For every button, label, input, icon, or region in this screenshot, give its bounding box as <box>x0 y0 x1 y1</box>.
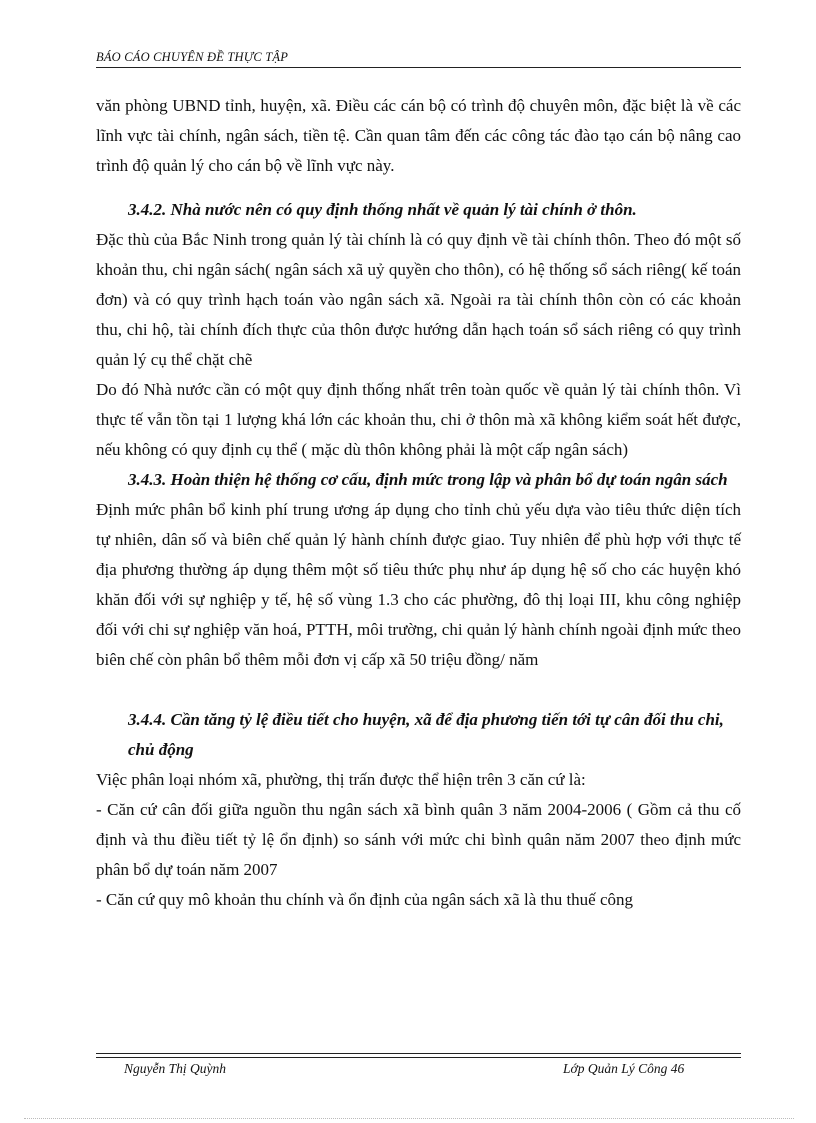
paragraph-7: - Căn cứ quy mô khoản thu chính và ổn định của ngân sách xã là thu thuế công <box>96 890 634 909</box>
page-edge-dots <box>24 1118 794 1119</box>
header-rule <box>96 67 741 68</box>
heading-3-4-2: 3.4.2. Nhà nước nên có quy định thống nhất về quản lý tài chính ở thôn. <box>128 200 637 219</box>
footer-author: Nguyễn Thị Quỳnh <box>124 1061 226 1076</box>
heading-3-4-3: 3.4.3. Hoàn thiện hệ thống cơ cấu, định mức trong lập và phân bổ dự toán ngân sách <box>128 470 728 489</box>
footer-rule-bottom <box>96 1057 741 1058</box>
paragraph-5: Việc phân loại nhóm xã, phường, thị trấn được thể hiện trên 3 căn cứ là: <box>96 770 586 789</box>
paragraph-1: văn phòng UBND tỉnh, huyện, xã. Điều các cán bộ có trình độ chuyên môn, đặc biệt là về các lĩnh vực tài chính, ngân sách, tiền tệ. Cần quan tâm đến các công tác đào tạo cán bộ nâng cao trình độ quản lý cho cán bộ về lĩnh vực này. <box>96 96 741 175</box>
page-header-title: BÁO CÁO CHUYÊN ĐỀ THỰC TẬP <box>96 50 289 64</box>
footer-rule-top <box>96 1053 741 1054</box>
paragraph-3: Do đó Nhà nước cần có một quy định thống nhất trên toàn quốc về quản lý tài chính thôn. Vì thực tế vẫn tồn tại 1 lượng khá lớn các khoản thu, chi ở thôn mà xã không kiểm soát hết được, nếu không có quy định cụ thể ( mặc dù thôn không phải là một cấp ngân sách) <box>96 380 741 459</box>
heading-3-4-4: 3.4.4. Cần tăng tỷ lệ điều tiết cho huyện, xã để địa phương tiến tới tự cân đối thu chi, chủ động <box>128 710 724 759</box>
footer-class: Lớp Quản Lý Công 46 <box>563 1061 685 1076</box>
document-body <box>96 91 741 915</box>
paragraph-4: Định mức phân bổ kinh phí trung ương áp dụng cho tỉnh chủ yếu dựa vào tiêu thức diện tích tự nhiên, dân số và biên chế quản lý hành chính được giao. Tuy nhiên để phù hợp với thực tế địa phương thường áp dụng thêm một số tiêu thức phụ như áp dụng hệ số cho các huyện khó khăn đối với sự nghiệp y tế, hệ số vùng 1.3 cho các phường, đô thị loại III, khu công nghiệp đối với chi sự nghiệp văn hoá, PTTH, môi trường, chi quản lý hành chính ngoài định mức theo biên chế còn phân bổ thêm mỗi đơn vị cấp xã 50 triệu đồng/ năm <box>96 500 741 669</box>
paragraph-2: Đặc thù của Bắc Ninh trong quản lý tài chính là có quy định về tài chính thôn. Theo đó một số khoản thu, chi ngân sách( ngân sách xã uỷ quyền cho thôn), có hệ thống sổ sách riêng( kế toán đơn) và có quy trình hạch toán vào ngân sách xã. Ngoài ra tài chính thôn còn có các khoản thu, chi hộ, tài chính đích thực của thôn được hướng dẫn hạch toán sổ sách riêng có quy trình quản lý cụ thể chặt chẽ <box>96 230 741 369</box>
paragraph-6: - Căn cứ cân đối giữa nguồn thu ngân sách xã bình quân 3 năm 2004-2006 ( Gồm cả thu cố định và thu điều tiết tỷ lệ ổn định) so sánh với mức chi bình quân năm 2007 theo định mức phân bổ dự toán năm 2007 <box>96 800 741 879</box>
